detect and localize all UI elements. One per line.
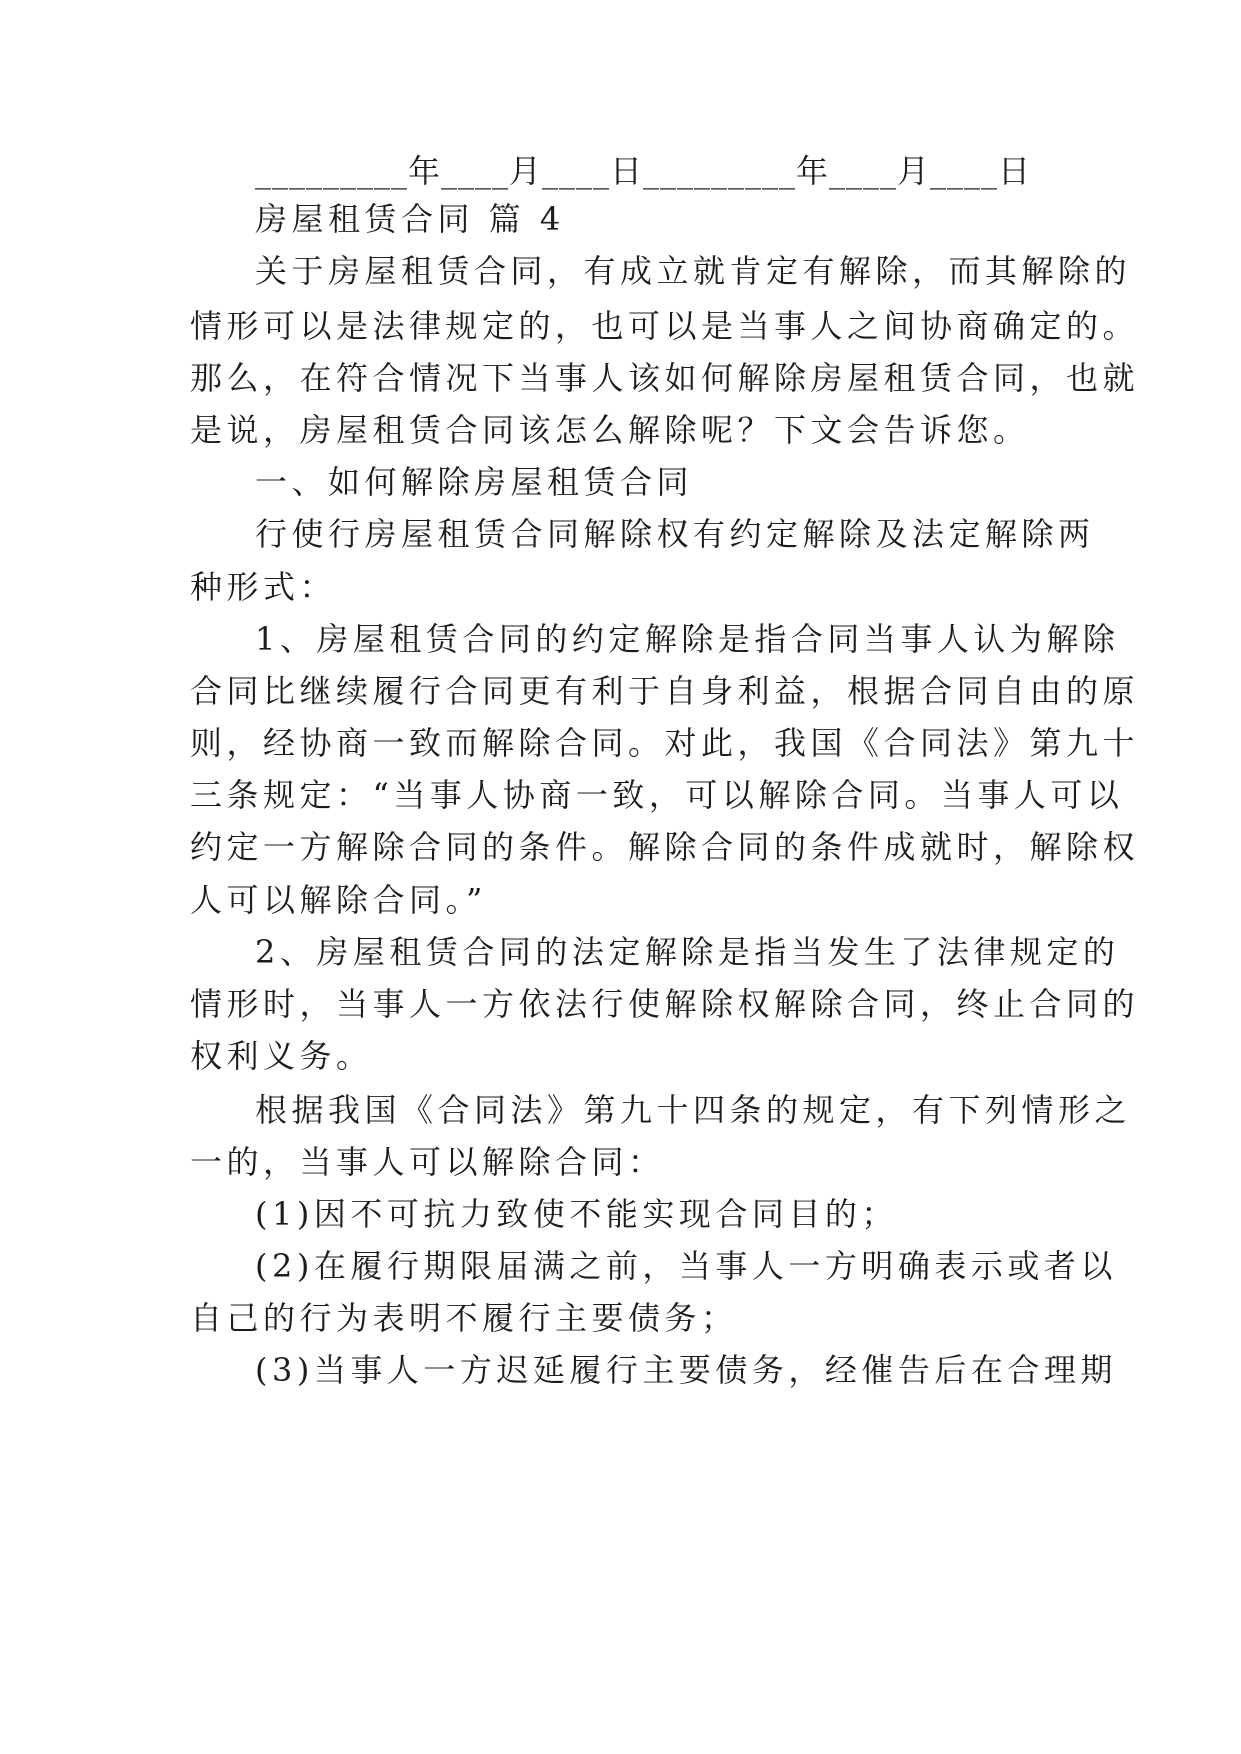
paragraph-line: 一的，当事人可以解除合同： (190, 1143, 665, 1181)
paragraph-line: 人可以解除合同。” (190, 881, 487, 919)
paragraph-line: 自己的行为表明不履行主要债务； (190, 1299, 738, 1337)
paragraph-line: 关于房屋租赁合同，有成立就肯定有解除，而其解除的 (255, 252, 1132, 290)
list-item: (1)因不可抗力致使不能实现合同目的； (255, 1195, 898, 1233)
paragraph-line: 1、房屋租赁合同的约定解除是指合同当事人认为解除 (255, 620, 1120, 658)
paragraph-line: 行使行房屋租赁合同解除权有约定解除及法定解除两 (255, 515, 1095, 553)
signature-date-line: _________年____月____日_________年____月____日 (255, 152, 1032, 190)
paragraph-line: 合同比继续履行合同更有利于自身利益，根据合同自由的原 (190, 672, 1140, 710)
list-item: (2)在履行期限届满之前，当事人一方明确表示或者以 (255, 1247, 1117, 1285)
paragraph-line: 情形时，当事人一方依法行使解除权解除合同，终止合同的 (190, 985, 1140, 1023)
paragraph-line: 是说，房屋租赁合同该怎么解除呢？下文会告诉您。 (190, 411, 1030, 449)
paragraph-line: 根据我国《合同法》第九十四条的规定，有下列情形之 (255, 1091, 1132, 1129)
paragraph-line: 种形式： (190, 568, 337, 606)
paragraph-line: 那么，在符合情况下当事人该如何解除房屋租赁合同，也就 (190, 359, 1140, 397)
heading-line: 一、如何解除房屋租赁合同 (255, 463, 694, 501)
list-item: (3)当事人一方迟延履行主要债务，经催告后在合理期 (255, 1351, 1117, 1389)
section-title: 房屋租赁合同 篇 4 (255, 200, 565, 238)
paragraph-line: 情形可以是法律规定的，也可以是当事人之间协商确定的。 (190, 307, 1140, 345)
paragraph-line: 三条规定：“当事人协商一致，可以解除合同。当事人可以 (190, 776, 1124, 814)
paragraph-line: 则，经协商一致而解除合同。对此，我国《合同法》第九十 (190, 724, 1140, 762)
paragraph-line: 2、房屋租赁合同的法定解除是指当发生了法律规定的 (255, 933, 1120, 971)
paragraph-line: 约定一方解除合同的条件。解除合同的条件成就时，解除权 (190, 828, 1140, 866)
paragraph-line: 权利义务。 (190, 1037, 373, 1075)
